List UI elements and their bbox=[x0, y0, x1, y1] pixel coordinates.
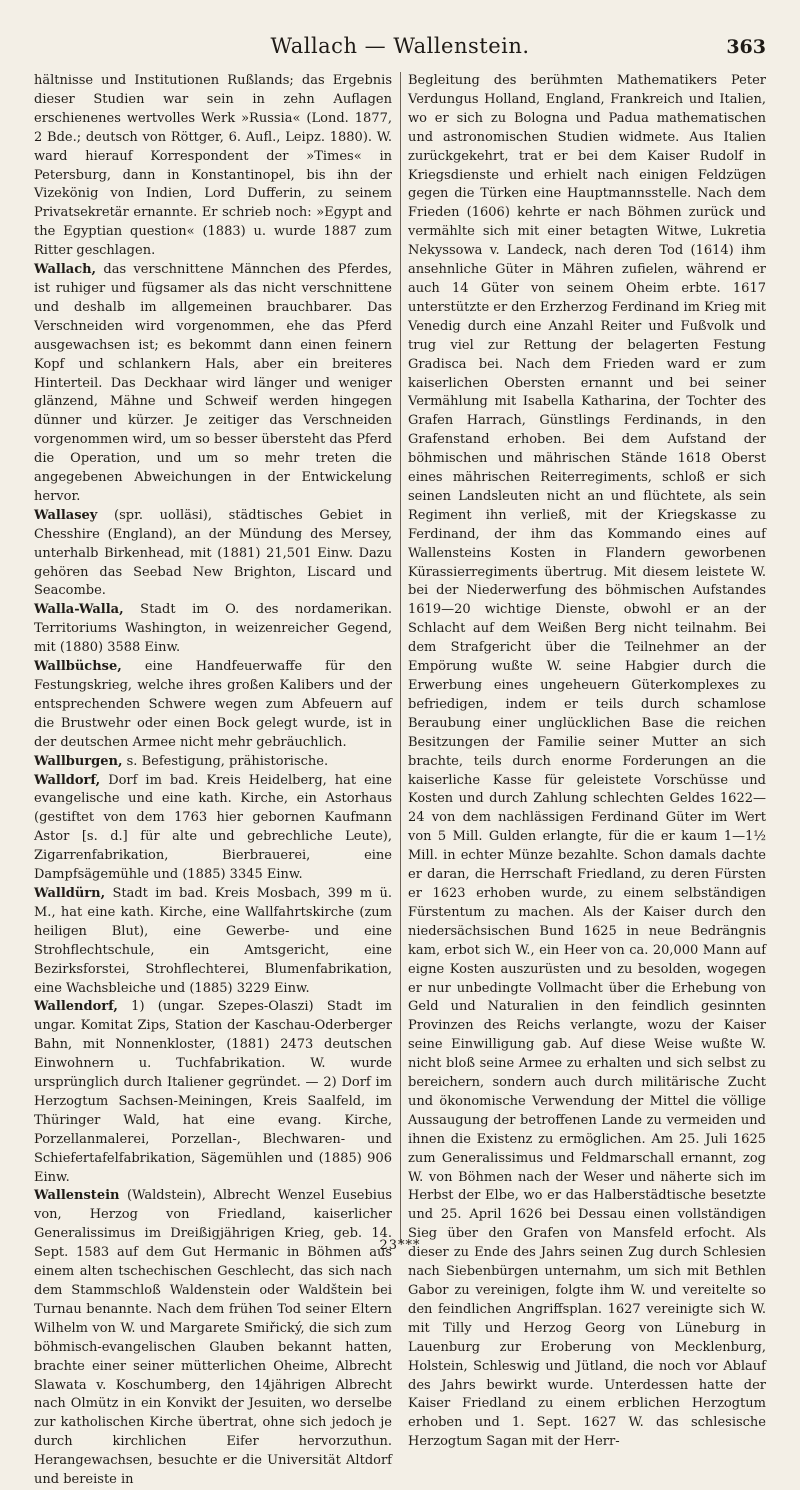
entry-paragraph bbox=[34, 1187, 392, 1490]
entry-headword: Walldürn, bbox=[34, 885, 106, 901]
page-number: 363 bbox=[726, 36, 766, 58]
left-column bbox=[34, 72, 393, 1488]
entry-text: (Waldstein), Albrecht Wenzel Eusebius von, Herzog von Friedland, kaiserlicher Generalissimus im Dreißigjährigen Krieg, geb. 14. Sept. 1583 auf dem Gut Hermanic in Böhmen aus einem alten tschechischen Geschlecht, das sich nach dem Stammschloß Waldenstein oder Waldštein bei Turnau benannte. Nach dem frühen Tod seiner Eltern Wilhelm von W. und Margarete Smiřický, die sich zum böhmisch-evangelischen Glauben bekannt hatten, brachte einer seiner mütterlichen Oheime, Albrecht Slawata v. Koschumberg, den 14jährigen Albrecht nach Olmütz in ein Konvikt der Jesuiten, wo derselbe zur katholischen Kirche übertrat, ohne sich jedoch je durch kirchlichen Eifer hervorzuthun. Herangewachsen, besuchte er die Universität Altdorf und bereiste in bbox=[34, 1188, 392, 1488]
entry-paragraph bbox=[34, 658, 392, 753]
entry-paragraph bbox=[34, 753, 392, 772]
entry-text: hältnisse und Institutionen Rußlands; das Ergebnis dieser Studien war sein in zehn Auflagen erschienenes wertvolles Werk »Russia« (Lond. 1877, 2 Bde.; deutsch von Röttger, 6. Aufl., Leipz. 1880). W. ward hierauf Korrespondent der »Times« in Petersburg, dann in Konstantinopel, bis ihn der Vizekönig von Indien, Lord Dufferin, zu seinem Privatsekretär ernannte. Er schrieb noch: »Egypt and the Egyptian question« (1883) u. wurde 1887 zum Ritter geschlagen. bbox=[34, 73, 392, 259]
entry-text: (spr. uolläsi), städtisches Gebiet in Chesshire (England), an der Mündung des Mersey, unterhalb Birkenhead, mit (1881) 21,501 Einw. Dazu gehören das Seebad New Brighton, Liscard und Seacombe. bbox=[34, 507, 392, 599]
entry-headword: Wallach, bbox=[34, 262, 97, 278]
entry-text: Begleitung des berühmten Mathematikers Peter Verdungus Holland, England, Frankreich und Italien, wo er sich zu Bologna und Padua mathematischen und astronomischen Studien widmete. Aus Italien zurückgekehrt, trat er bei dem Kaiser Rudolf in Kriegsdienste und erhielt nach einigen Feldzügen gegen die Türken eine Hauptmannsstelle. Nach dem Frieden (1606) kehrte er nach Böhmen zurück und vermählte sich mit einer betagten Witwe, Lukretia Nekyssowa v. Landeck, nach deren Tod (1614) ihm ansehnliche Güter in Mähren zufielen, während er auch 14 Güter von seinem Oheim erbte. 1617 unterstützte er den Erzherzog Ferdinand im Krieg mit Venedig durch eine Anzahl Reiter und Fußvolk und trug viel zur Rettung der belagerten Festung Gradisca bei. Nach dem Frieden ward er zum kaiserlichen Obersten ernannt und bei seiner Vermählung mit Isabella Katharina, der Tochter des Grafen Harrach, Günstlings Ferdinands, in den Grafenstand erhoben. Bei dem Aufstand der böhmischen und mährischen Stände 1618 Oberst eines mährischen Reiterregiments, schloß er sich seinen Landsleuten nicht an und flüchtete, als sein Regiment ihn verließ, mit der Kriegskasse zu Ferdinand, der ihm das Kommando eines auf Wallensteins Kosten in Flandern geworbenen Kürassierregiments übertrug. Mit diesem leistete W. bei der Niederwerfung des böhmischen Aufstandes 1619—20 wichtige Dienste, obwohl er an der Schlacht auf dem Weißen Berg nicht teilnahm. Bei dem Strafgericht über die Teilnehmer an der Empörung wußte W. seine Habgier durch die Erwerbung eines ungeheuern Güterkomplexes zu befriedigen, indem er teils durch schamlose Beraubung einer unglücklichen Base die reichen Besitzungen der Familie seiner Mutter an sich brachte, teils durch enorme Forderungen an die kaiserliche Kasse für geleistete Vorschüsse und Kosten und durch Zahlung schlechten Geldes 1622—24 von dem nachlässigen Ferdinand Güter im Wert von 5 Mill. Gulden erlangte, für die er kaum 1—1½ Mill. in echter Münze bezahlte. Schon damals dachte er daran, die Herrschaft Friedland, zu deren Fürsten er 1623 erhoben wurde, zu einem selbständigen Fürstentum zu machen. Als der Kaiser durch den niedersächsischen Bund 1625 in neue Bedrängnis kam, erbot sich W., ein Heer von ca. 20,000 Mann auf eigne Kosten auszurüsten und zu besolden, wogegen er nur unbedingte Vollmacht über die Erhebung von Geld und Naturalien in den feindlich gesinnten Provinzen des Reichs verlangte, wozu der Kaiser seine Einwilligung gab. Auf diese Weise wußte W. nicht bloß seine Armee zu erhalten und sich selbst zu bereichern, sondern auch durch militärische Zucht und ökonomische Verwendung der Mittel die völlige Aussaugung der betroffenen Lande zu vermeiden und ihnen die Existenz zu ermöglichen. Am 25. Juli 1625 zum Generalissimus und Feldmarschall ernannt, zog W. von Böhmen nach der Weser und näherte sich im Herbst der Elbe, wo er das Halberstädtische besetzte und 25. April 1626 bei Dessau einen vollständigen Sieg über den Grafen von Mansfeld erfocht. Als dieser zu Ende des Jahrs seinen Zug durch Schlesien nach Siebenbürgen unternahm, um sich mit Bethlen Gabor zu vereinigen, folgte ihm W. und vereitelte so den feindlichen Angriffsplan. 1627 vereinigte sich W. mit Tilly und Herzog Georg von Lüneburg in Lauenburg zur Eroberung von Mecklenburg, Holstein, Schleswig und Jütland, die noch vor Ablauf des Jahrs bewirkt wurde. Unterdessen hatte der Kaiser Friedland zu einem erblichen Herzogtum erhoben und 1. Sept. 1627 W. das schlesische Herzogtum Sagan mit der Herr- bbox=[408, 73, 766, 1450]
entry-text: Dorf im bad. Kreis Heidelberg, hat eine evangelische und eine kath. Kirche, ein Astorhaus (gestiftet von dem 1763 hier gebornen Kaufmann Astor [s. d.] für alte und gebrechliche Leute), Zigarrenfabrikation, Bierbrauerei, eine Dampfsägemühle und (1885) 3345 Einw. bbox=[34, 772, 392, 883]
right-column bbox=[408, 72, 766, 1450]
entry-headword: Walla-Walla, bbox=[34, 602, 124, 618]
entry-text: Stadt im O. des nordamerikan. Territoriums Washington, in weizenreicher Gegend, mit (1880) 3588 Einw. bbox=[34, 602, 393, 656]
entry-headword: Wallburgen, bbox=[34, 753, 123, 769]
entry-paragraph bbox=[34, 261, 392, 507]
entry-paragraph bbox=[34, 998, 392, 1187]
page-header bbox=[34, 34, 766, 64]
entry-paragraph bbox=[34, 507, 392, 602]
signature-mark: 23*** bbox=[379, 1238, 421, 1253]
entry-text: Stadt im bad. Kreis Mosbach, 399 m ü. M., hat eine kath. Kirche, eine Wallfahrtskirche (zum heiligen Blut), eine Gewerbe- und eine Strohflechtschule, ein Amtsgericht, eine Bezirksforstei, Strohflechterei, Blumenfabrikation, eine Wachsbleiche und (1885) 3229 Einw. bbox=[34, 885, 393, 996]
entry-paragraph bbox=[34, 885, 392, 998]
entry-headword: Wallendorf, bbox=[34, 999, 118, 1015]
column-divider bbox=[400, 72, 401, 1242]
entry-paragraph bbox=[34, 72, 392, 261]
entry-text: das verschnittene Männchen des Pferdes, ist ruhiger und fügsamer als das nicht verschnittene und deshalb im allgemeinen brauchbarer. Das Verschneiden wird vorgenommen, ehe das Pferd ausgewachsen ist; es bekommt dann einen feinern Kopf und schlankern Hals, aber ein breiteres Hinterteil. Das Deckhaar wird länger und weniger glänzend, Mähne und Schweif werden hingegen dünner und kürzer. Je zeitiger das Verschneiden vorgenommen wird, um so besser übersteht das Pferd die Operation, und um so mehr treten die angegebenen Abweichungen in der Entwickelung hervor. bbox=[34, 262, 392, 504]
entry-headword: Walldorf, bbox=[34, 772, 101, 788]
entry-text: eine Handfeuerwaffe für den Festungskrieg, welche ihres großen Kalibers und der entsprechenden Schwere wegen zum Abfeuern auf die Brustwehr oder einen Bock gelegt wurde, ist in der deutschen Armee nicht mehr gebräuchlich. bbox=[34, 659, 392, 750]
entry-headword: Wallasey bbox=[34, 507, 98, 523]
running-title: Wallach — Wallenstein. bbox=[270, 34, 530, 58]
entry-text: 1) (ungar. Szepes-Olaszi) Stadt im ungar. Komitat Zips, Station der Kaschau-Oderberger Bahn, mit Nonnenkloster, (1881) 2473 deutschen Einwohnern u. Tuchfabrikation. W. wurde ursprünglich durch Italiener gegründet. — 2) Dorf im Herzogtum Sachsen-Meiningen, Kreis Saalfeld, im Thüringer Wald, hat eine evang. Kirche, Porzellanmalerei, Porzellan-, Blechwaren- und Schiefertafelfabrikation, Sägemühlen und (1885) 906 Einw. bbox=[34, 999, 392, 1185]
text-columns bbox=[34, 72, 766, 1488]
entry-paragraph bbox=[34, 772, 392, 885]
entry-headword: Wallenstein bbox=[34, 1188, 120, 1204]
entry-text: s. Befestigung, prähistorische. bbox=[126, 753, 329, 769]
entry-headword: Wallbüchse, bbox=[34, 659, 122, 675]
entry-paragraph bbox=[34, 601, 392, 658]
